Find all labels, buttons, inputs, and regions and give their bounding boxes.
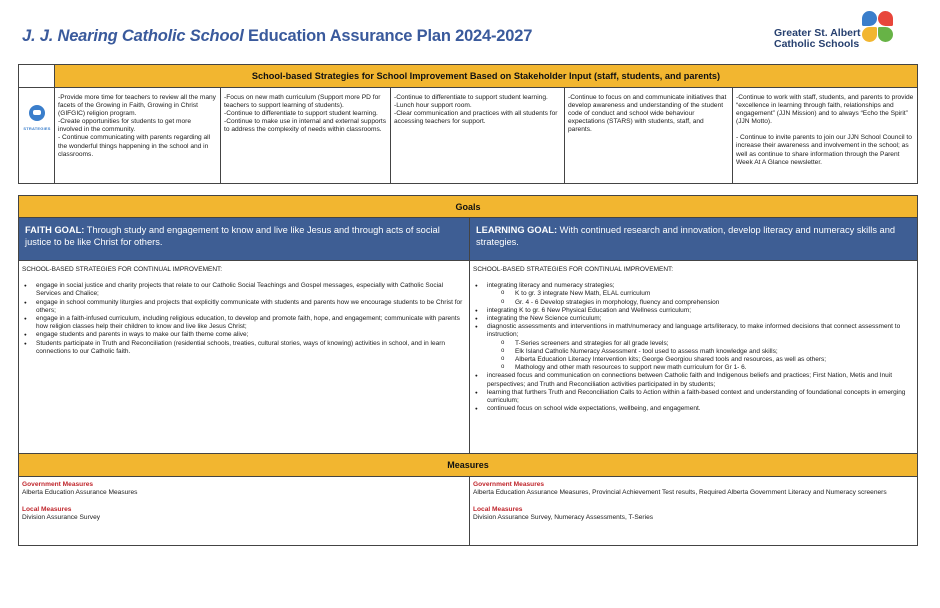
- strategy-item: -Lunch hour support room.: [394, 102, 472, 110]
- strategy-bullet: ● learning that furthers Truth and Reconciliation Calls to Action within a faith-based context and understanding of foundational concepts in emerging curriculum;: [487, 389, 914, 405]
- strategy-item: -Continue to make use in internal and external supports to address the complexity of needs within classrooms.: [224, 118, 387, 134]
- strategy-item: -Clear communication and practices with all students for accessing teachers for support.: [394, 110, 558, 126]
- local-measures-label: Local Measures: [473, 505, 523, 513]
- strategy-bullet: ● integrating K to gr. 6 New Physical Education and Wellness curriculum;: [487, 307, 914, 315]
- strategy-column: [391, 88, 565, 183]
- page-title: [22, 27, 532, 46]
- faith-goal-band: [19, 218, 470, 260]
- strategy-item: - Continue to invite parents to join our JJN School Council to increase their awareness and involvement in the school; as well as continue to share information through the Parent Week At A Glance newsletter.: [736, 134, 912, 166]
- strategy-bullet: o K to gr. 3 integrate New Math, ELAL curriculum: [487, 290, 914, 298]
- strategy-column: [55, 88, 221, 183]
- faith-goal-text: Through study and engagement to know and live like Jesus and through acts of social justice to be like Christ for others.: [25, 225, 440, 247]
- goals-header: Goals: [19, 196, 917, 218]
- strategies-header: School-based Strategies for School Improvement Based on Stakeholder Input (staff, students, and parents): [55, 65, 917, 88]
- strategy-bullet: o Mathology and other math resources to support new math curriculum for Gr 1- 6.: [487, 364, 914, 372]
- gov-measures-text: Alberta Education Assurance Measures: [22, 489, 138, 497]
- logo-blue-petal: [862, 11, 877, 26]
- strategy-item: -Create opportunities for students to get more involved in the community.: [58, 118, 192, 134]
- strategy-column: [221, 88, 391, 183]
- strategy-bullet: ● engage in social justice and charity projects that relate to our Catholic Social Teachings and Gospel messages, especially with Catholic Social Services and Chalice;: [36, 282, 466, 298]
- strategy-bullet: o Alberta Education Literacy Intervention kits; George Georgiou shared tools and resources, as well as others;: [487, 356, 914, 364]
- plan-title: Education Assurance Plan 2024-2027: [243, 27, 533, 45]
- strategy-item: -Continue to work with staff, students, and parents to provide “excellence in learning through faith, relationships and engagement” (JJN Mission) and to always “Echo the Spirit” (JJN Motto).: [736, 94, 914, 126]
- faith-strategies: [19, 260, 470, 453]
- strategies-icon: [29, 105, 45, 121]
- learning-strategy-list: [473, 282, 914, 413]
- learning-measures: [470, 477, 917, 545]
- measures-header: Measures: [19, 453, 917, 477]
- logo-mark-icon: [862, 11, 898, 47]
- faith-strategy-list: [22, 282, 466, 356]
- logo-yellow-petal: [862, 27, 877, 42]
- goals-table: [18, 195, 918, 546]
- logo-red-petal: [878, 11, 893, 26]
- learning-goal-band: [470, 218, 917, 260]
- strategy-item: [736, 126, 914, 134]
- logo-line-1: Greater St. Albert: [774, 27, 861, 39]
- strategies-icon-label: STRATEGIES: [23, 126, 51, 131]
- strategies-corner: [19, 65, 55, 88]
- strategy-bullet: ● engage students and parents in ways to make our faith theme come alive;: [36, 331, 466, 339]
- strategies-table: [18, 64, 918, 184]
- strategy-column: [733, 88, 917, 183]
- logo-green-petal: [878, 27, 893, 42]
- strategy-bullet: ● integrating the New Science curriculum;: [487, 315, 914, 323]
- learning-subheading: SCHOOL-BASED STRATEGIES FOR CONTINUAL IMPROVEMENT:: [473, 266, 674, 273]
- strategy-bullet: ● integrating literacy and numeracy strategies;: [487, 282, 914, 290]
- strategy-bullet: ● engage in a faith-infused curriculum, including religious education, to develop and promote faith, hope, and engagement; communicate with parents how religion classes help their children to know and live like Jesus Christ;: [36, 315, 466, 331]
- learning-goal-text: With continued research and innovation, develop literacy and numeracy skills and strategies.: [476, 225, 896, 247]
- strategy-item: -Continue to focus on and communicate initiatives that develop awareness and understanding of the student code of conduct and school wide behaviour expectations (STARS) with students, staff, and parents.: [568, 94, 727, 134]
- gov-measures-label: Government Measures: [22, 481, 94, 488]
- faith-measures: [19, 477, 470, 545]
- strategy-bullet: o T-Series screeners and strategies for all grade levels;: [487, 340, 914, 348]
- strategies-icon-cell: [19, 88, 55, 183]
- strategy-item: -Provide more time for teachers to review all the many facets of the Growing in Faith, Growing in Christ (GIFGIC) religion program.: [58, 94, 216, 118]
- division-logo: [760, 10, 910, 54]
- strategy-bullet: ● Students participate in Truth and Reconciliation (residential schools, treaties, cultural stories, ways of knowing) activities in school, and in learn connections to our Catholic faith.: [36, 340, 466, 356]
- strategy-item: - Continue communicating with parents regarding all the wonderful things happening in the school and in classrooms.: [58, 134, 211, 158]
- learning-strategies: [470, 260, 917, 453]
- strategy-bullet: o Gr. 4 - 6 Develop strategies in morphology, fluency and comprehension: [487, 299, 914, 307]
- logo-line-2: Catholic Schools: [774, 38, 860, 50]
- strategy-bullet: o Elk Island Catholic Numeracy Assessment - tool used to assess math knowledge and skills;: [487, 348, 914, 356]
- learning-goal-label: LEARNING GOAL:: [476, 225, 558, 235]
- local-measures-label: Local Measures: [22, 505, 72, 513]
- faith-goal-label: FAITH GOAL:: [25, 225, 85, 235]
- local-measures-text: Division Assurance Survey: [22, 513, 101, 521]
- strategy-bullet: ● diagnostic assessments and interventions in math/numeracy and language arts/literacy, to make informed decisions that connect assessment to instruction;: [487, 323, 914, 339]
- page-header: [0, 0, 940, 60]
- strategy-item: -Focus on new math curriculum (Support more PD for teachers to support learning of students).: [224, 94, 381, 110]
- local-measures-text: Division Assurance Survey, Numeracy Assessments, T-Series: [473, 513, 654, 521]
- gov-measures-text: Alberta Education Assurance Measures, Provincial Achievement Test results, Required Alberta Government Literacy and Numeracy screeners: [473, 489, 887, 497]
- strategy-item: -Continue to differentiate to support student learning.: [394, 94, 548, 101]
- strategy-item: -Continue to differentiate to support student learning.: [224, 110, 378, 118]
- strategy-column: [565, 88, 733, 183]
- gov-measures-label: Government Measures: [473, 481, 545, 488]
- logo-text: [774, 28, 861, 50]
- school-name: J. J. Nearing Catholic School: [22, 27, 244, 45]
- strategy-bullet: ● engage in school community liturgies and projects that explicitly communicate with students and parents how we encourage students to be Christ for others;: [36, 299, 466, 315]
- strategy-bullet: ● increased focus and communication on connections between Catholic faith and Indigenous beliefs and practices; First Nation, Metis and Inuit perspectives; and Truth and Reconciliation activities participated in by students;: [487, 372, 914, 388]
- strategy-bullet: ● continued focus on school wide expectations, wellbeing, and engagement.: [487, 405, 914, 413]
- faith-subheading: SCHOOL-BASED STRATEGIES FOR CONTINUAL IMPROVEMENT:: [22, 266, 223, 273]
